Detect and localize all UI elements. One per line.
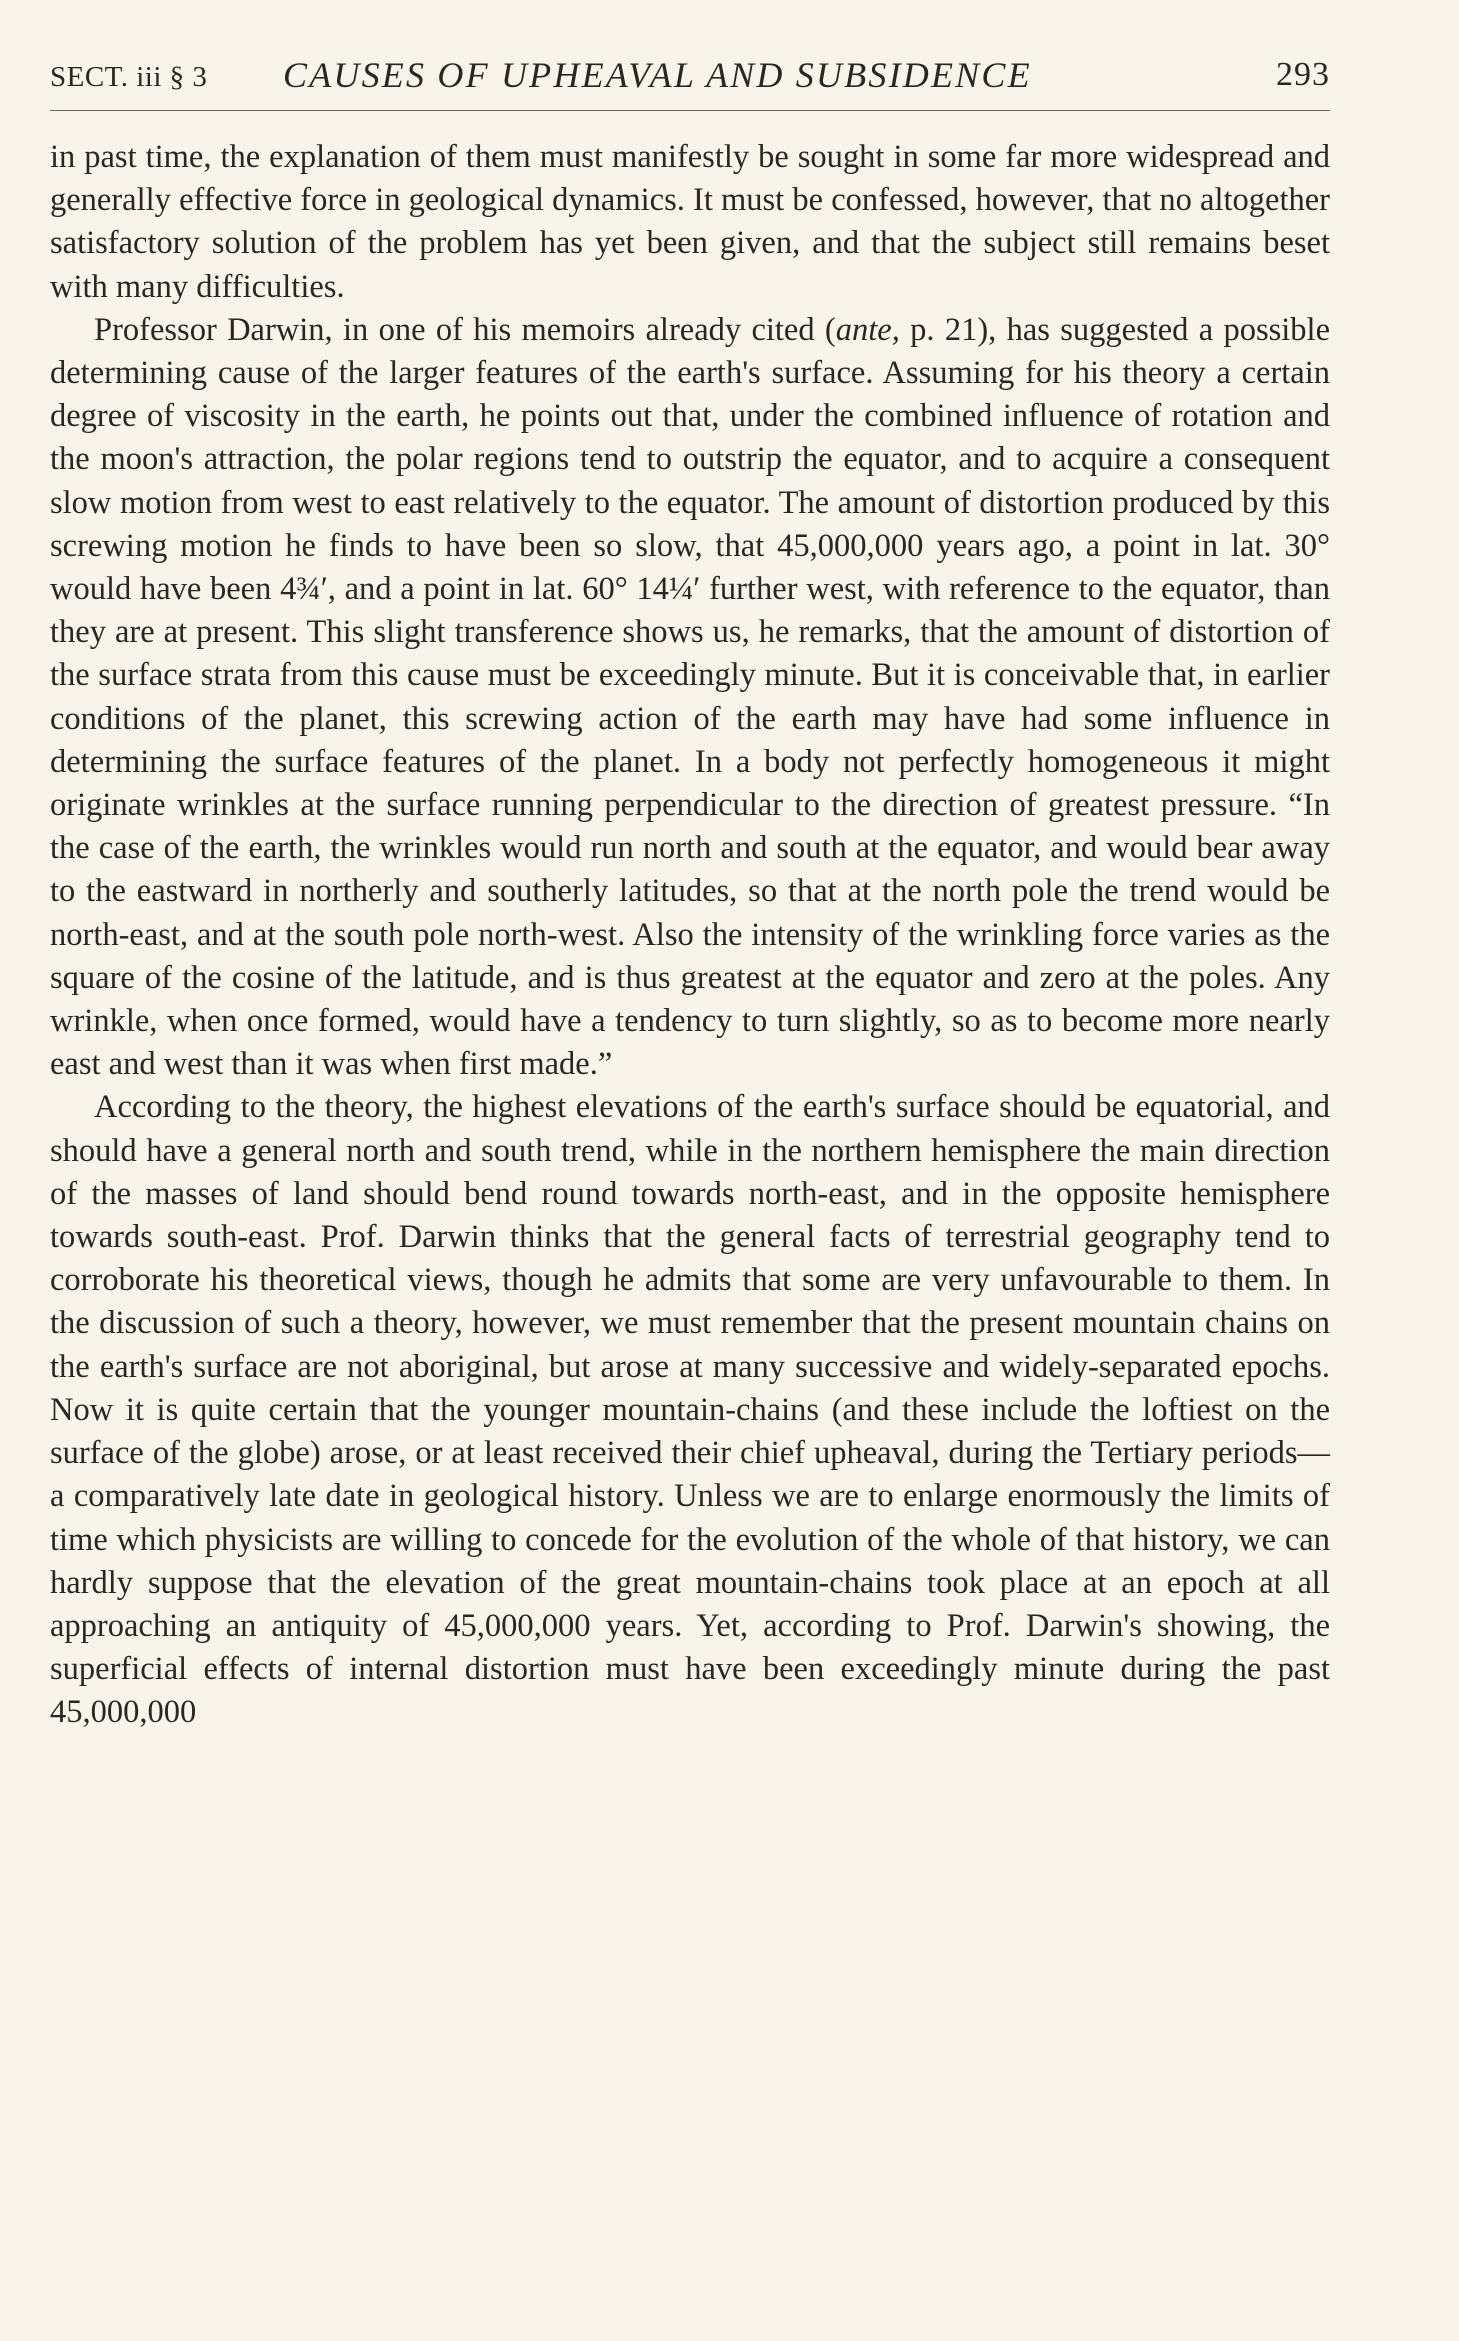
page-number: 293 — [1276, 56, 1330, 93]
paragraph-darwin-theory — [50, 309, 1330, 1087]
chapter-title: CAUSES OF UPHEAVAL AND SUBSIDENCE — [283, 55, 1032, 95]
reference-italic: ante, — [835, 311, 900, 348]
paragraph-text: Professor Darwin, in one of his memoirs already cited ( — [94, 311, 836, 348]
section-marker: SECT. iii § 3 — [50, 61, 208, 93]
paragraph-text: p. 21), has suggested a possible determining cause of the larger features of the earth's surface. Assuming for his theory a certain degree of viscosity in the earth, he points out that, under the combined influence of rotation and the moon's attraction, the polar regions tend to outstrip the equator, and to acquire a consequent slow motion from west to east relatively to the equator. The amount of distortion produced by this screwing motion he finds to have been so slow, that 45,000,000 years ago, a point in lat. 30° would have been 4¾′, and a point in lat. 60° 14¼′ further west, with reference to the equator, than they are at present. This slight transference shows us, he remarks, that the amount of distortion of the surface strata from this cause must be exceedingly minute. But it is conceivable that, in earlier conditions of the planet, this screwing action of the earth may have had some influence in determining the surface features of the planet. In a body not perfectly homogeneous it might originate wrinkles at the surface running perpendicular to the direction of greatest pressure. “In the case of the earth, the wrinkles would run north and south at the equator, and would bear away to the eastward in northerly and southerly latitudes, so that at the north pole the trend would be north-east, and at the south pole north-west. Also the intensity of the wrinkling force varies as the square of the cosine of the latitude, and is thus greatest at the equator and zero at the poles. Any wrinkle, when once formed, would have a tendency to turn slightly, so as to become more nearly east and west than it was when first made.” — [50, 311, 1331, 1083]
paragraph-continued: in past time, the explanation of them must manifestly be sought in some far more widespread and generally effective force in geological dynamics. It must be confessed, however, that no altogether satisfactory solution of the problem has yet been given, and that the subject still remains beset with many difficulties. — [50, 139, 1330, 305]
header-rule — [50, 110, 1330, 111]
paragraph-theory-discussion: According to the theory, the highest elevations of the earth's surface should be equatorial, and should have a general north and south trend, while in the northern hemisphere the main direction of the masses of land should bend round towards north-east, and in the opposite hemisphere towards south-east. Prof. Darwin thinks that the general facts of terrestrial geography tend to corroborate his theoretical views, though he admits that some are very unfavourable to them. In the discussion of such a theory, however, we must remember that the present mountain chains on the earth's surface are not aboriginal, but arose at many successive and widely-separated epochs. Now it is quite certain that the younger mountain-chains (and these include the loftiest on the surface of the globe) arose, or at least received their chief upheaval, during the Tertiary periods—a comparatively late date in geological history. Unless we are to enlarge enormously the limits of time which physicists are willing to concede for the evolution of the whole of that history, we can hardly suppose that the elevation of the great mountain-chains took place at an epoch at all approaching an antiquity of 45,000,000 years. Yet, according to Prof. Darwin's showing, the superficial effects of internal distortion must have been exceedingly minute during the past 45,000,000 — [50, 1089, 1330, 1731]
running-head — [50, 52, 1330, 98]
body-text — [50, 136, 1330, 1735]
